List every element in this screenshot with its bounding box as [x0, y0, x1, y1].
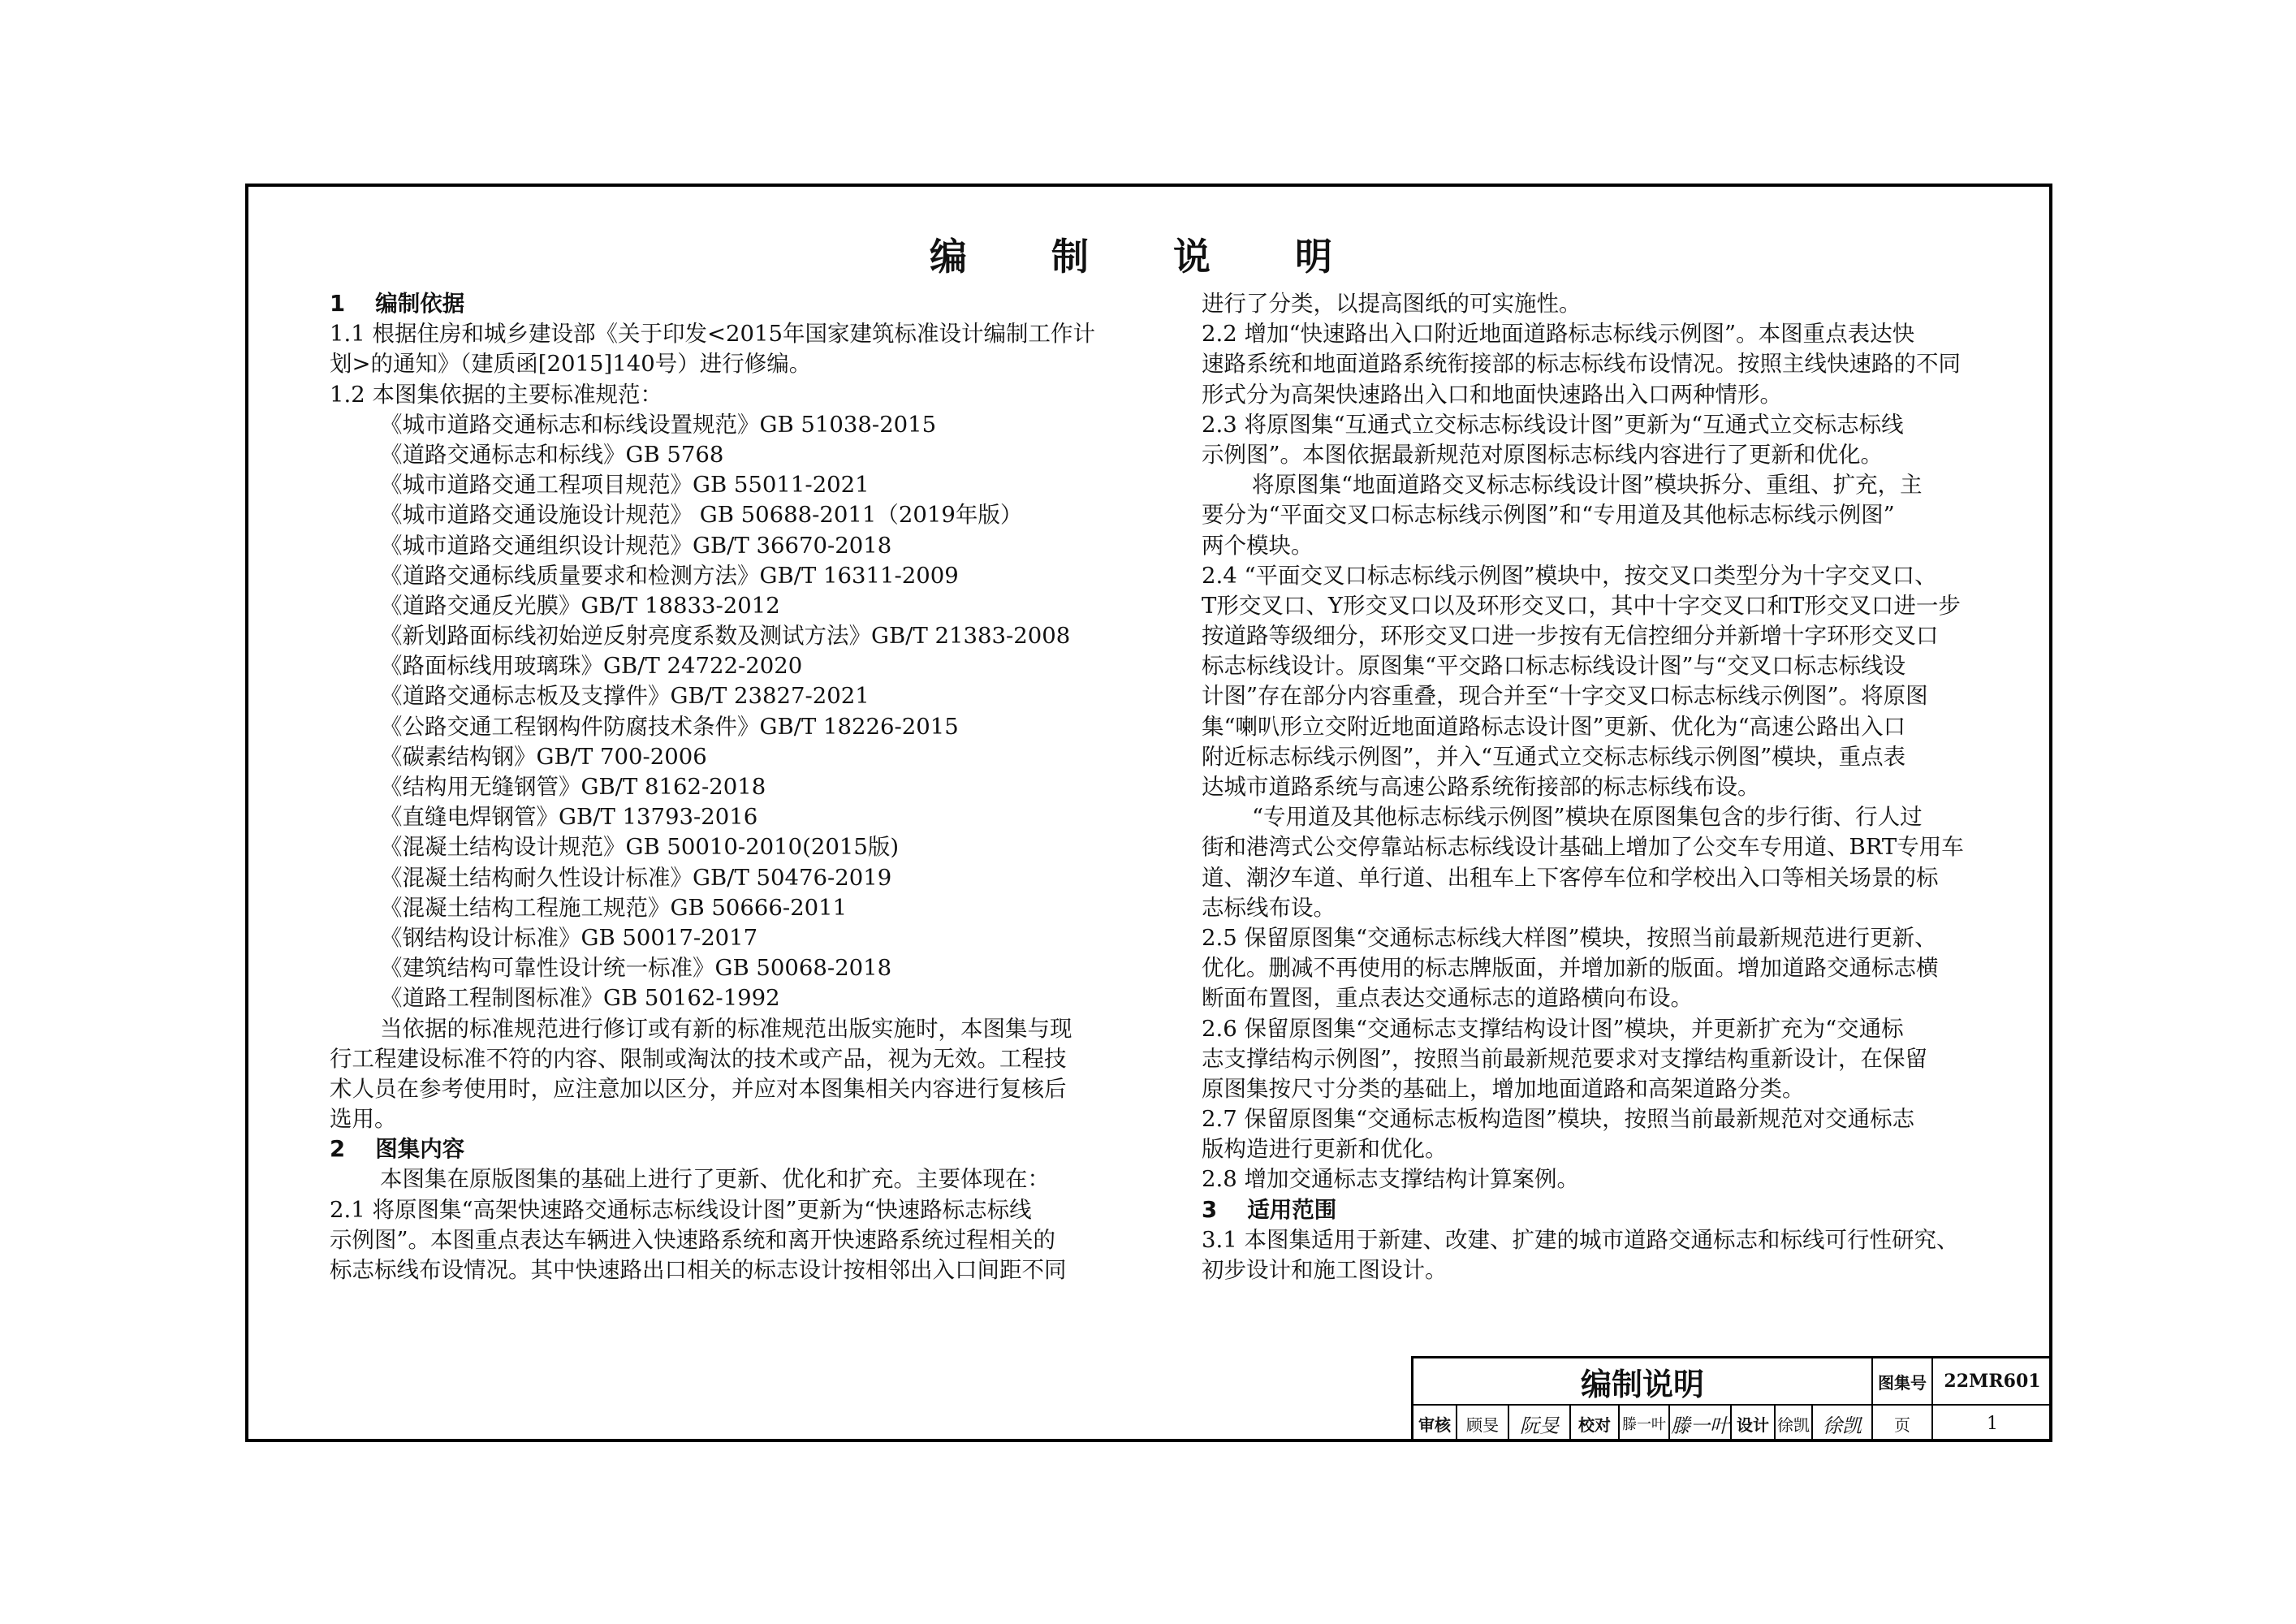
text-line: 《道路交通反光膜》GB/T 18833-2012 [380, 592, 780, 619]
drawing-frame [245, 184, 2052, 1442]
text-line: 将原图集“地面道路交叉标志标线设计图”模块拆分、重组、扩充，主 [1252, 472, 1923, 499]
text-line: 《城市道路交通标志和标线设置规范》GB 51038-2015 [380, 411, 937, 438]
text-line: 进行了分类，以提高图纸的可实施性。 [1202, 291, 1582, 317]
text-line: 初步设计和施工图设计。 [1202, 1257, 1448, 1283]
text-line: 1.1 根据住房和城乡建设部《关于印发<2015年国家建筑标准设计编制工作计 [330, 321, 1096, 348]
text-line: 《公路交通工程钢构件防腐技术条件》GB/T 18226-2015 [380, 713, 959, 740]
text-line: 版构造进行更新和优化。 [1202, 1136, 1448, 1163]
text-line: 集“喇叭形立交附近地面道路标志设计图”更新、优化为“高速公路出入口 [1202, 713, 1906, 740]
text-line: 术人员在参考使用时，应注意加以区分，并应对本图集相关内容进行复核后 [330, 1075, 1067, 1102]
section-heading: 2 图集内容 [330, 1136, 465, 1163]
checker-name: 滕一叶 [1622, 1416, 1666, 1433]
reviewer-signature: 阮旻 [1520, 1414, 1559, 1437]
text-line: 《道路交通标线质量要求和检测方法》GB/T 16311-2009 [380, 562, 959, 589]
text-line: 优化。删减不再使用的标志牌版面，并增加新的版面。增加道路交通标志横 [1202, 955, 1939, 982]
text-line: 《混凝土结构耐久性设计标准》GB/T 50476-2019 [380, 864, 892, 891]
text-line: 《钢结构设计标准》GB 50017-2017 [380, 924, 758, 951]
text-line: 志标线布设。 [1202, 894, 1336, 921]
text-line: 速路系统和地面道路系统衔接部的标志标线布设情况。按照主线快速路的不同 [1202, 351, 1961, 378]
text-line: T形交叉口、Y形交叉口以及环形交叉口，其中十字交叉口和T形交叉口进一步 [1202, 592, 1961, 619]
section-heading: 1 编制依据 [330, 291, 465, 317]
text-line: 要分为“平面交叉口标志标线示例图”和“专用道及其他标志标线示例图” [1202, 502, 1895, 529]
text-line: 《直缝电焊钢管》GB/T 13793-2016 [380, 804, 758, 831]
text-line: 选用。 [330, 1106, 397, 1133]
text-line: 《道路交通标志板及支撑件》GB/T 23827-2021 [380, 683, 870, 710]
text-line: 志支撑结构示例图”，按照当前最新规范要求对支撑结构重新设计，在保留 [1202, 1045, 1928, 1072]
text-line: 两个模块。 [1202, 532, 1314, 559]
text-line: 2.5 保留原图集“交通标志标线大样图”模块，按照当前最新规范进行更新、 [1202, 924, 1937, 951]
text-line: 原图集按尺寸分类的基础上，增加地面道路和高架道路分类。 [1202, 1075, 1805, 1102]
text-line: 2.8 增加交通标志支撑结构计算案例。 [1202, 1166, 1579, 1193]
text-line: 2.1 将原图集“高架快速路交通标志标线设计图”更新为“快速路标志标线 [330, 1196, 1032, 1223]
text-line: 断面布置图，重点表达交通标志的道路横向布设。 [1202, 985, 1693, 1012]
text-line: 2.6 保留原图集“交通标志支撑结构设计图”模块，并更新扩充为“交通标 [1202, 1015, 1904, 1042]
text-line: 标志标线布设情况。其中快速路出口相关的标志设计按相邻出入口间距不同 [330, 1257, 1067, 1283]
text-line: 《碳素结构钢》GB/T 700-2006 [380, 743, 707, 770]
drawing-title: 编制说明 [1580, 1366, 1704, 1402]
text-line: 《混凝土结构工程施工规范》GB 50666-2011 [380, 894, 848, 921]
text-line: 2.3 将原图集“互通式立交标志标线设计图”更新为“互通式立交标志标线 [1202, 411, 1904, 438]
text-line: 标志标线设计。原图集“平交路口标志标线设计图”与“交叉口标志标线设 [1202, 653, 1906, 680]
title-block [1411, 1356, 2049, 1439]
atlas-number: 22MR601 [1944, 1371, 2041, 1392]
text-line: “专用道及其他标志标线示例图”模块在原图集包含的步行街、行人过 [1252, 804, 1923, 831]
text-line: 示例图”。本图依据最新规范对原图标志标线内容进行了更新和优化。 [1202, 441, 1884, 468]
text-line: 《建筑结构可靠性设计统一标准》GB 50068-2018 [380, 955, 892, 982]
text-line: 3.1 本图集适用于新建、改建、扩建的城市道路交通标志和标线可行性研究、 [1202, 1226, 1959, 1253]
text-line: 街和港湾式公交停靠站标志标线设计基础上增加了公交车专用道、BRT专用车 [1202, 834, 1964, 861]
checker-signature: 滕一叶 [1671, 1414, 1729, 1437]
text-line: 《城市道路交通设施设计规范》 GB 50688-2011（2019年版） [380, 502, 1023, 529]
right-text-column [1202, 289, 1978, 1285]
text-line: 《城市道路交通工程项目规范》GB 55011-2021 [380, 472, 870, 499]
text-line: 当依据的标准规范进行修订或有新的标准规范出版实施时，本图集与现 [380, 1015, 1072, 1042]
reviewer-name: 顾旻 [1466, 1415, 1499, 1435]
page-title: 编 制 说 明 [929, 235, 1369, 279]
text-line: 《路面标线用玻璃珠》GB/T 24722-2020 [380, 653, 803, 680]
review-label: 审核 [1418, 1415, 1451, 1435]
left-text-column [330, 289, 1106, 1285]
text-line: 2.2 增加“快速路出入口附近地面道路标志标线示例图”。本图重点表达快 [1202, 321, 1915, 348]
text-line: 行工程建设标准不符的内容、限制或淘汰的技术或产品，视为无效。工程技 [330, 1045, 1067, 1072]
text-line: 计图”存在部分内容重叠，现合并至“十字交叉口标志标线示例图”。将原图 [1202, 683, 1928, 710]
designer-signature: 徐凯 [1823, 1414, 1862, 1437]
text-line: 《混凝土结构设计规范》GB 50010-2010(2015版) [380, 834, 900, 861]
atlas-number-label: 图集号 [1878, 1372, 1927, 1393]
text-line: 1.2 本图集依据的主要标准规范： [330, 381, 662, 408]
designer-name: 徐凯 [1777, 1415, 1810, 1435]
page-label: 页 [1894, 1415, 1910, 1435]
check-label: 校对 [1578, 1415, 1611, 1435]
text-line: 划>的通知》（建质函[2015]140号）进行修编。 [330, 351, 812, 378]
text-line: 按道路等级细分，环形交叉口进一步按有无信控细分并新增十字环形交叉口 [1202, 623, 1939, 650]
design-label: 设计 [1737, 1415, 1769, 1435]
section-heading: 3 适用范围 [1202, 1196, 1337, 1223]
text-line: 本图集在原版图集的基础上进行了更新、优化和扩充。主要体现在： [380, 1166, 1050, 1193]
text-line: 《结构用无缝钢管》GB/T 8162-2018 [380, 774, 766, 800]
text-line: 示例图”。本图重点表达车辆进入快速路系统和离开快速路系统过程相关的 [330, 1226, 1056, 1253]
text-line: 达城市道路系统与高速公路系统衔接部的标志标线布设。 [1202, 774, 1760, 800]
text-line: 形式分为高架快速路出入口和地面快速路出入口两种情形。 [1202, 381, 1782, 408]
text-line: 《新划路面标线初始逆反射亮度系数及测试方法》GB/T 21383-2008 [380, 623, 1071, 650]
text-line: 《城市道路交通组织设计规范》GB/T 36670-2018 [380, 532, 892, 559]
text-line: 2.7 保留原图集“交通标志板构造图”模块，按照当前最新规范对交通标志 [1202, 1106, 1915, 1133]
text-line: 附近标志标线示例图”，并入“互通式立交标志标线示例图”模块，重点表 [1202, 743, 1906, 770]
text-line: 道、潮汐车道、单行道、出租车上下客停车位和学校出入口等相关场景的标 [1202, 864, 1939, 891]
text-line: 《道路工程制图标准》GB 50162-1992 [380, 985, 780, 1012]
text-line: 2.4 “平面交叉口标志标线示例图”模块中，按交叉口类型分为十字交叉口、 [1202, 562, 1937, 589]
text-line: 《道路交通标志和标线》GB 5768 [380, 441, 724, 468]
page-number: 1 [1987, 1413, 1998, 1434]
